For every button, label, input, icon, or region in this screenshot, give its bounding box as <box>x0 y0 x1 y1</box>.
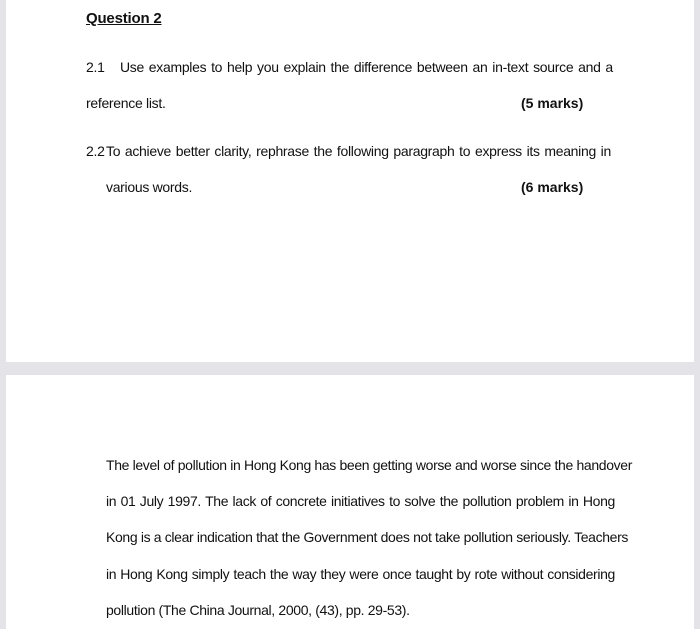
paragraph-line-4: in Hong Kong simply teach the way they were once taught by rote without considering <box>106 566 615 582</box>
question-2-1-line-2: reference list. <box>86 95 166 111</box>
paragraph-line-1: The level of pollution in Hong Kong has been getting worse and worse since the handover <box>106 457 633 473</box>
question-heading: Question 2 <box>86 10 162 27</box>
paragraph-line-5: pollution (The China Journal, 2000, (43), pp. 29-53). <box>106 602 410 618</box>
question-2-1-line-1 <box>86 59 615 75</box>
document-page-1 <box>6 0 694 362</box>
question-2-1-text: Use examples to help you explain the difference between an in-text source and a <box>120 59 613 75</box>
paragraph-line-3: Kong is a clear indication that the Government does not take pollution seriously. Teachers <box>106 529 629 545</box>
question-2-2-marks: (6 marks) <box>521 179 584 195</box>
paragraph-line-2: in 01 July 1997. The lack of concrete initiatives to solve the pollution problem in Hong <box>106 493 615 509</box>
question-2-2-text: To achieve better clarity, rephrase the following paragraph to express its meaning in <box>106 143 611 159</box>
question-2-2-number: 2.2 <box>86 143 105 159</box>
question-2-2-line-1 <box>86 143 615 159</box>
question-2-1-marks: (5 marks) <box>521 95 584 111</box>
question-2-1-number: 2.1 <box>86 59 105 75</box>
document-page-2 <box>6 375 694 629</box>
question-2-2-line-2: various words. <box>106 179 193 195</box>
